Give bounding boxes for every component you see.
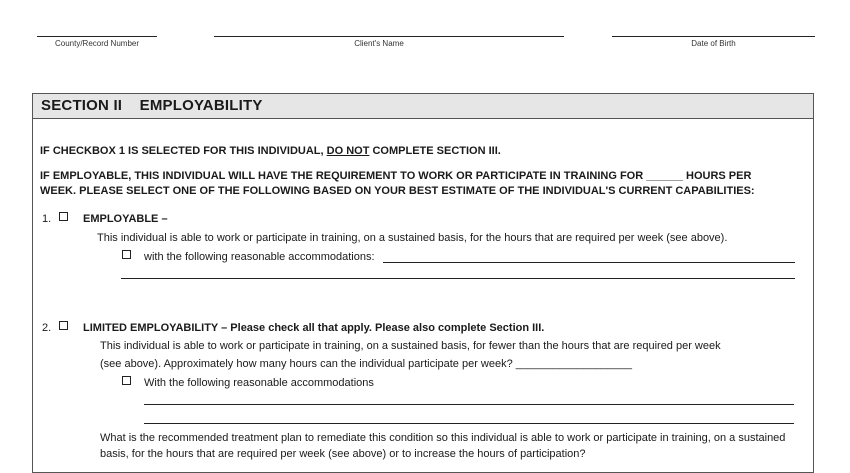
- checkbox1-note-post: COMPLETE SECTION III.: [369, 145, 501, 157]
- employable-accommodations-field-1[interactable]: [383, 262, 795, 263]
- treatment-plan-question-line1: What is the recommended treatment plan to remediate this condition so this individual is able to work or participate in training, on a sustained: [100, 432, 786, 444]
- clients-name-line[interactable]: [214, 36, 564, 37]
- limited-employability-checkbox[interactable]: [59, 321, 68, 330]
- limited-description-line2: (see above). Approximately how many hours can the individual participate per week? ___________________: [100, 358, 633, 370]
- county-record-label: County/Record Number: [54, 39, 140, 48]
- employable-description: This individual is able to work or participate in training, on a sustained basis, for the hours that are required per week (see above).: [97, 232, 728, 244]
- employable-instruction-line2: WEEK. PLEASE SELECT ONE OF THE FOLLOWING BASED ON YOUR BEST ESTIMATE OF THE INDIVIDUAL'S CURRENT CAPABILITIES:: [40, 185, 755, 197]
- section-header: [33, 94, 813, 119]
- option2-number: 2.: [42, 322, 52, 334]
- employable-accommodations-checkbox[interactable]: [122, 250, 131, 259]
- checkbox1-note: [40, 145, 501, 157]
- limited-employability-label: LIMITED EMPLOYABILITY – Please check all that apply. Please also complete Section III.: [83, 322, 545, 334]
- employable-accommodations-field-2[interactable]: [121, 278, 795, 279]
- date-of-birth-label: Date of Birth: [691, 39, 736, 48]
- clients-name-label: Client's Name: [354, 39, 404, 48]
- limited-accommodations-field-1[interactable]: [144, 404, 794, 405]
- limited-accommodations-label: With the following reasonable accommodations: [144, 377, 374, 389]
- limited-accommodations-field-2[interactable]: [144, 423, 794, 424]
- limited-accommodations-checkbox[interactable]: [122, 376, 131, 385]
- option1-number: 1.: [42, 213, 52, 225]
- employable-accommodations-label: with the following reasonable accommodations:: [144, 251, 375, 263]
- limited-description-line1: This individual is able to work or participate in training, on a sustained basis, for fewer than the hours that are required per week: [100, 340, 721, 352]
- checkbox1-note-pre: IF CHECKBOX 1 IS SELECTED FOR THIS INDIVIDUAL,: [40, 145, 327, 157]
- county-record-line[interactable]: [37, 36, 157, 37]
- employable-checkbox[interactable]: [59, 212, 68, 221]
- section-title: SECTION II EMPLOYABILITY: [41, 97, 263, 114]
- date-of-birth-line[interactable]: [612, 36, 815, 37]
- employable-label: EMPLOYABLE –: [83, 213, 168, 225]
- checkbox1-note-emph: DO NOT: [326, 145, 370, 157]
- employable-instruction-line1: IF EMPLOYABLE, THIS INDIVIDUAL WILL HAVE THE REQUIREMENT TO WORK OR PARTICIPATE IN TRAINING FOR ______ HOURS PER: [40, 170, 752, 182]
- treatment-plan-question-line2: basis, for the hours that are required per week (see above) or to increase the hours of participation?: [100, 448, 586, 460]
